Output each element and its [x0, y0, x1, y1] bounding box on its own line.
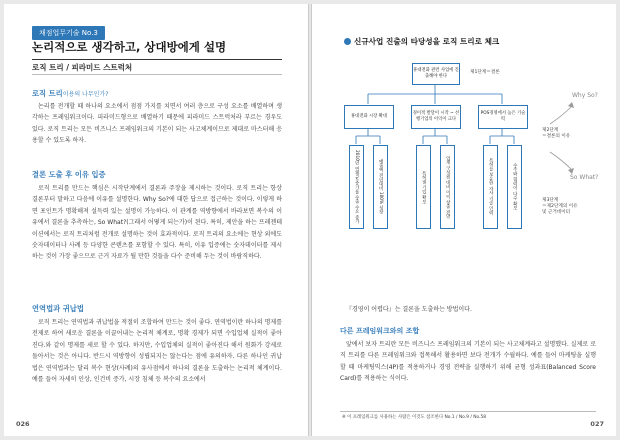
book-spread — [4, 4, 616, 436]
section-heading-note: 이용의 나무인가? — [62, 91, 109, 98]
mid-box-2: 경이적 발달이 시작 ~ 선행기업의 이익이 크다 — [411, 105, 461, 129]
level3-tag: 제3단계 ＝제2단계의 이유 및 근거데이터 — [542, 198, 578, 215]
leaf-box-3-2: 수주와 협력이 다수 확보 — [507, 145, 522, 229]
so-what-label: So What? — [570, 174, 599, 181]
paragraph-deduction: 로직 트리는 연역법과 귀납법을 적절히 조합하여 만드는 것이 좋다. 연역법이란 하나의 명제를 전제로 하여 새로운 결론을 이끌어내는 논리적 체계로, 명확 경제가 되면 수입업체 실적이 좋아진다.와 같이 명제를 세로 할 수 있다. 하지만, 수입업체의 실적이 좋아진다 해서 원화가 강세로 돌아서는 것은 아니다. 반드시 역방향이 성립되지는 않는다는 점에 유의하자. 다른 하나인 귀납법은 연역법과는 달리 복수 현상(사례)의 유사점에서 하나의 결론을 도출하는 논리적 체계이다. 예를 들어 자세히 인상, 인건비 증가, 시장 침체 등 복수의 요소에서 — [32, 319, 282, 384]
figure-title — [344, 36, 499, 47]
paragraph-right-1: 『경영이 어렵다』는 결론을 도출하는 방법이다. — [346, 306, 472, 313]
level2-tag: 제2단계 ＝결론의 이유 — [542, 128, 571, 139]
leaf-box-2-2: 업계 구성원 대비 이익 창출 전망 — [440, 145, 455, 229]
paragraph-conclusion: 로직 트리를 만드는 핵심은 시작단계에서 결론과 주장을 제시하는 것이다. 로직 트리는 항상 결론부터 말하고 다음에 이유를 설명한다. Why So?에 대한 답으로 접근하는 것이다. 이렇게 하면 포인트가 명확해져 설득력 있는 설명이 가능하다. 이 관계를 역방향에서 바라보면 복수의 이유에서 결론을 추측하는, So What?(그래서 어떻게 되는가)이 된다. 특히, 제안을 하는 프레젠테이션에서는 로직 트리처럼 전개로 설명하는 것이 효과적이다. 로직 트리의 요소에는 현상 외에도 숫자데이터나 사례 등 다양한 콘텐츠를 포함할 수 있다. 특히, 이유 입증에는 숫자데이터를 제시하는 것이 가장 좋으므로 근거 자료가 될 만한 것들을 다수 준비해 두는 것이 바람직하다. — [32, 185, 282, 261]
divider — [32, 74, 282, 75]
section-heading-logic-tree — [32, 89, 108, 99]
page-number-left: 026 — [16, 420, 30, 428]
series-label: 채점업무기술 No.3 — [32, 26, 105, 40]
footnote-divider — [340, 411, 596, 412]
leaf-box-2-1: 특허권 기업 확보 — [416, 145, 431, 229]
mid-box-1: 휴대전화 시장 확대 — [344, 105, 394, 129]
logic-tree-diagram — [326, 48, 616, 248]
right-page — [312, 4, 616, 436]
footnote: ※ 이 프레임워크를 사용하는 사람은 이것도 참조한다 No.1 / No.9 / No.58 — [342, 415, 487, 420]
bullet-icon — [344, 38, 351, 45]
why-so-label: Why So? — [572, 92, 598, 99]
diagram-top-box: 휴대전화 관련 사업에 진출해야 한다 — [412, 63, 460, 85]
mid-box-3: POS경영에서 높은 기술력 — [478, 105, 528, 129]
figure-title-text: 신규사업 진출의 타당성을 로직 트리로 체크 — [354, 37, 500, 46]
paragraph-logic-tree: 논리를 전개할 때 하나의 요소에서 점점 가지를 치면서 여러 층으로 구성 요소를 배열하며 생각하는 프레임워크이다. 피라미드형으로 배열하기 때문에 피라미드 스트럭처라 부르는 경우도 있다. 로직 트리는 모든 비즈니스 프레임워크의 기본이 되는 사고체계이므로 제대로 마스터해 응용할 수 있도록 하자. — [32, 103, 282, 145]
section-heading-conclusion: 결론 도출 후 이유 입증 — [32, 170, 106, 179]
diagram-connectors — [326, 48, 616, 248]
chapter-subtitle: 로직 트리 / 피라미드 스트럭처 — [32, 63, 133, 72]
section-heading-deduction: 연역법과 귀납법 — [32, 304, 84, 313]
chapter-title: 논리적으로 생각하고, 상대방에게 설명 — [32, 39, 282, 60]
left-page — [4, 4, 308, 436]
leaf-box-1-1: 2010년 연평균 증가율 수출 수요 증가 — [349, 145, 364, 229]
section-heading-combination: 다른 프레임워크와의 조합 — [340, 327, 420, 335]
section-heading-text: 로직 트리 — [32, 89, 63, 98]
page-number-right: 027 — [590, 420, 604, 428]
leaf-box-3-1: 특허를 보유한 자사 기술 인력 — [483, 145, 498, 229]
leaf-box-1-2: 매출액 전년대비 100% 성장 — [373, 145, 388, 229]
level1-tag: 제1단계＝결론 — [470, 70, 500, 75]
paragraph-right-2: 앞에서 보자 트리란 모든 비즈니스 프레임워크의 기본이 되는 사고체계라고 설명했다. 실제로 로직 트리를 다른 프레임워크와 접목해서 활용하면 보다 전개가 수월하다. 예를 들어 마케팅을 실행할 때 마케팅믹스(4P)를 적용하거나 경영 전략을 실행하기 위해 균형 성과표(Balanced Score Card)를 적용하는 식이다. — [340, 341, 596, 383]
